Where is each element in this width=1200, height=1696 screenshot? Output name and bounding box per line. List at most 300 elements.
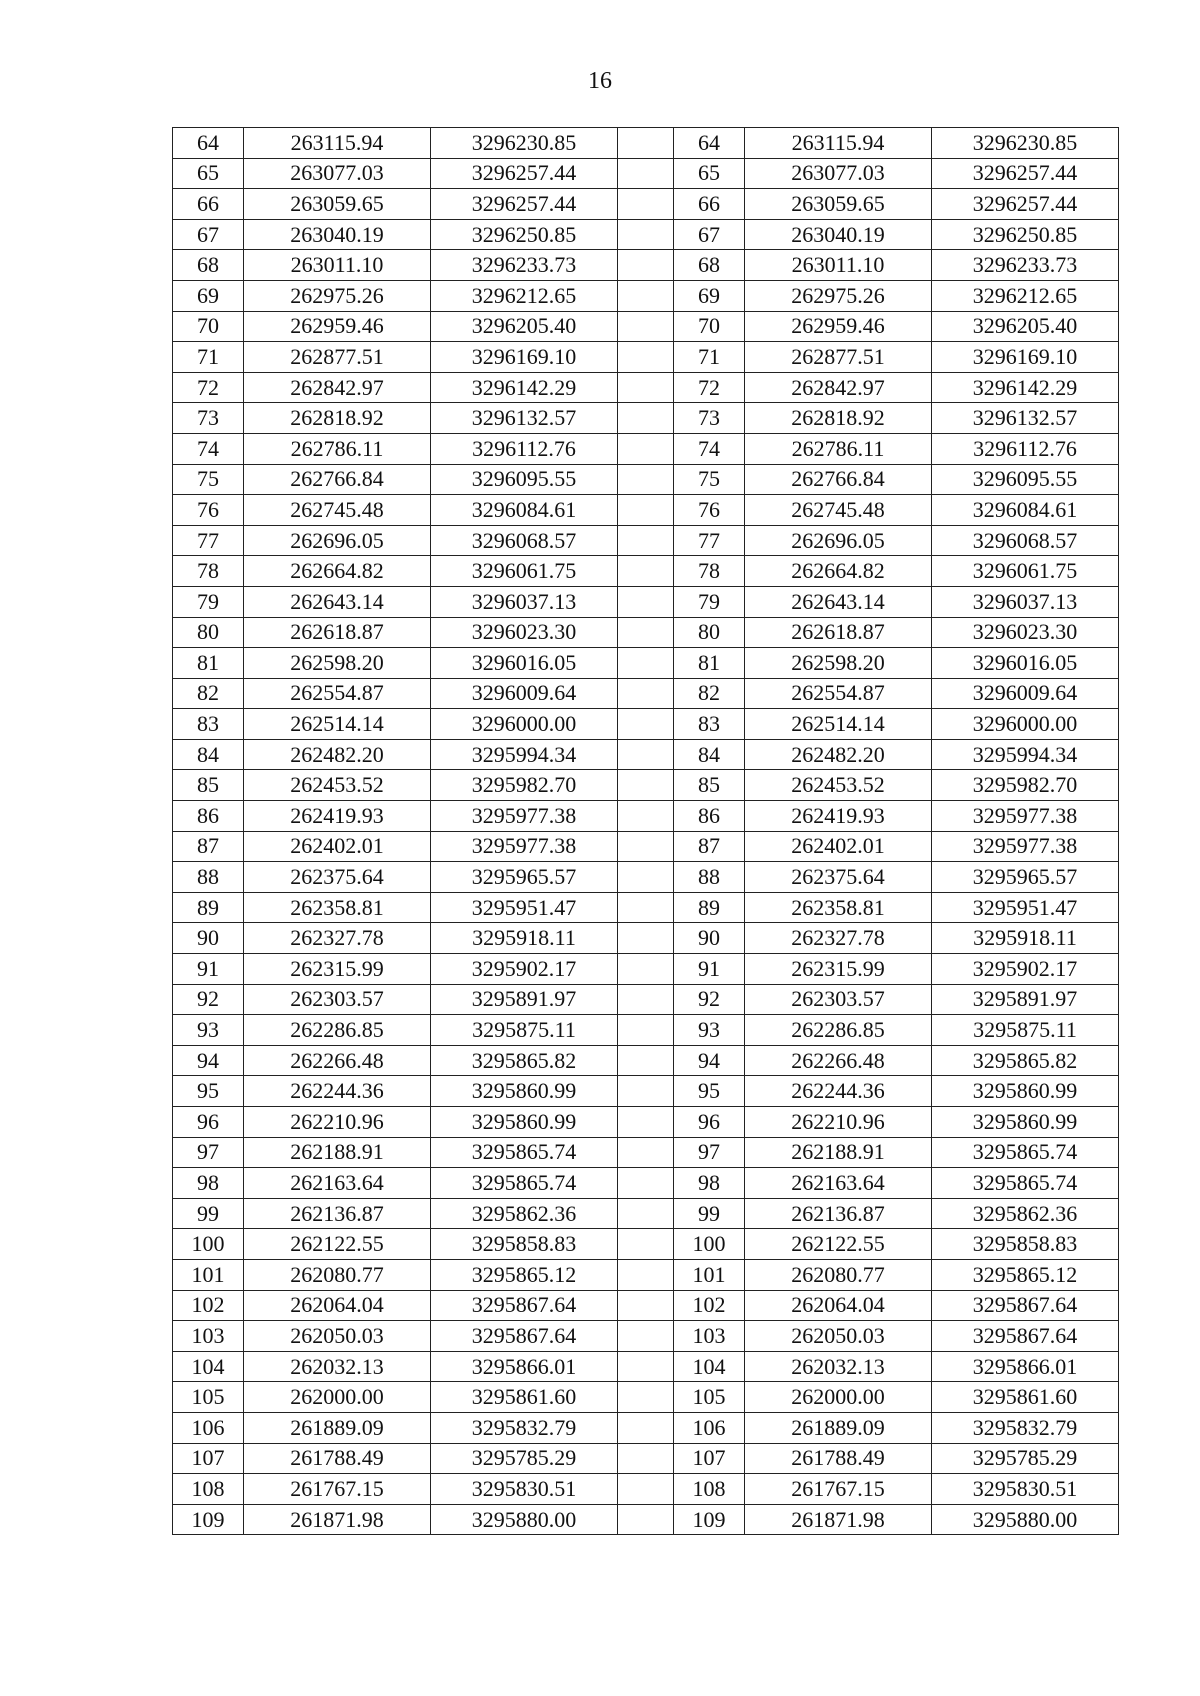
point-number-cell: 84: [173, 739, 244, 770]
x-coordinate-cell-right: 262959.46: [745, 311, 932, 342]
y-coordinate-cell-right: 3296142.29: [932, 372, 1119, 403]
y-coordinate-cell: 3296169.10: [431, 342, 618, 373]
y-coordinate-cell: 3295866.01: [431, 1351, 618, 1382]
table-row: [173, 1076, 1119, 1107]
y-coordinate-cell-right: 3295867.64: [932, 1290, 1119, 1321]
x-coordinate-cell: 261788.49: [244, 1443, 431, 1474]
point-number-cell: 83: [173, 709, 244, 740]
y-coordinate-cell: 3295858.83: [431, 1229, 618, 1260]
point-number-cell: 86: [173, 801, 244, 832]
table-row: [173, 464, 1119, 495]
point-number-cell: 75: [173, 464, 244, 495]
y-coordinate-cell: 3295977.38: [431, 801, 618, 832]
table-row: [173, 250, 1119, 281]
y-coordinate-cell: 3295994.34: [431, 739, 618, 770]
y-coordinate-cell: 3295861.60: [431, 1382, 618, 1413]
x-coordinate-cell: 262877.51: [244, 342, 431, 373]
point-number-cell-right: 100: [674, 1229, 745, 1260]
point-number-cell-right: 102: [674, 1290, 745, 1321]
point-number-cell-right: 71: [674, 342, 745, 373]
point-number-cell-right: 105: [674, 1382, 745, 1413]
separator-cell: [618, 128, 674, 159]
y-coordinate-cell-right: 3296000.00: [932, 709, 1119, 740]
point-number-cell-right: 70: [674, 311, 745, 342]
table-row: [173, 586, 1119, 617]
y-coordinate-cell-right: 3295860.99: [932, 1076, 1119, 1107]
x-coordinate-cell-right: 262818.92: [745, 403, 932, 434]
x-coordinate-cell: 262696.05: [244, 525, 431, 556]
x-coordinate-cell-right: 262358.81: [745, 892, 932, 923]
x-coordinate-cell: 263059.65: [244, 189, 431, 220]
separator-cell: [618, 923, 674, 954]
x-coordinate-cell: 262842.97: [244, 372, 431, 403]
x-coordinate-cell: 262032.13: [244, 1351, 431, 1382]
y-coordinate-cell: 3296000.00: [431, 709, 618, 740]
table-row: [173, 1229, 1119, 1260]
table-row: [173, 862, 1119, 893]
x-coordinate-cell: 262786.11: [244, 433, 431, 464]
table-row: [173, 801, 1119, 832]
y-coordinate-cell-right: 3295965.57: [932, 862, 1119, 893]
point-number-cell: 94: [173, 1045, 244, 1076]
coordinates-table: [172, 127, 1119, 1535]
table-row: [173, 770, 1119, 801]
x-coordinate-cell-right: 262050.03: [745, 1321, 932, 1352]
separator-cell: [618, 1321, 674, 1352]
point-number-cell-right: 76: [674, 495, 745, 526]
point-number-cell-right: 65: [674, 158, 745, 189]
y-coordinate-cell-right: 3295830.51: [932, 1474, 1119, 1505]
table-row: [173, 128, 1119, 159]
y-coordinate-cell-right: 3296169.10: [932, 342, 1119, 373]
y-coordinate-cell-right: 3295902.17: [932, 954, 1119, 985]
table-row: [173, 372, 1119, 403]
separator-cell: [618, 372, 674, 403]
x-coordinate-cell-right: 262975.26: [745, 280, 932, 311]
x-coordinate-cell-right: 262244.36: [745, 1076, 932, 1107]
x-coordinate-cell: 261889.09: [244, 1412, 431, 1443]
point-number-cell-right: 78: [674, 556, 745, 587]
y-coordinate-cell-right: 3295880.00: [932, 1504, 1119, 1535]
x-coordinate-cell-right: 261767.15: [745, 1474, 932, 1505]
point-number-cell-right: 88: [674, 862, 745, 893]
y-coordinate-cell: 3295951.47: [431, 892, 618, 923]
x-coordinate-cell-right: 262122.55: [745, 1229, 932, 1260]
x-coordinate-cell: 262303.57: [244, 984, 431, 1015]
separator-cell: [618, 1290, 674, 1321]
y-coordinate-cell: 3295918.11: [431, 923, 618, 954]
separator-cell: [618, 280, 674, 311]
table-row: [173, 1045, 1119, 1076]
x-coordinate-cell-right: 262554.87: [745, 678, 932, 709]
x-coordinate-cell: 262050.03: [244, 1321, 431, 1352]
point-number-cell-right: 81: [674, 648, 745, 679]
y-coordinate-cell: 3295867.64: [431, 1290, 618, 1321]
x-coordinate-cell: 263115.94: [244, 128, 431, 159]
separator-cell: [618, 862, 674, 893]
x-coordinate-cell: 262818.92: [244, 403, 431, 434]
point-number-cell-right: 83: [674, 709, 745, 740]
x-coordinate-cell: 262598.20: [244, 648, 431, 679]
point-number-cell-right: 85: [674, 770, 745, 801]
point-number-cell-right: 74: [674, 433, 745, 464]
y-coordinate-cell: 3296068.57: [431, 525, 618, 556]
table-row: [173, 189, 1119, 220]
x-coordinate-cell-right: 263077.03: [745, 158, 932, 189]
separator-cell: [618, 1076, 674, 1107]
x-coordinate-cell-right: 262766.84: [745, 464, 932, 495]
separator-cell: [618, 1443, 674, 1474]
table-row: [173, 311, 1119, 342]
point-number-cell: 92: [173, 984, 244, 1015]
table-row: [173, 1443, 1119, 1474]
table-row: [173, 403, 1119, 434]
point-number-cell-right: 66: [674, 189, 745, 220]
y-coordinate-cell-right: 3296084.61: [932, 495, 1119, 526]
x-coordinate-cell-right: 262000.00: [745, 1382, 932, 1413]
y-coordinate-cell: 3296257.44: [431, 158, 618, 189]
separator-cell: [618, 648, 674, 679]
point-number-cell: 69: [173, 280, 244, 311]
point-number-cell-right: 80: [674, 617, 745, 648]
separator-cell: [618, 219, 674, 250]
point-number-cell-right: 99: [674, 1198, 745, 1229]
y-coordinate-cell-right: 3295994.34: [932, 739, 1119, 770]
point-number-cell-right: 94: [674, 1045, 745, 1076]
y-coordinate-cell: 3295902.17: [431, 954, 618, 985]
point-number-cell-right: 107: [674, 1443, 745, 1474]
point-number-cell: 91: [173, 954, 244, 985]
point-number-cell-right: 104: [674, 1351, 745, 1382]
x-coordinate-cell: 262210.96: [244, 1107, 431, 1138]
y-coordinate-cell: 3296233.73: [431, 250, 618, 281]
separator-cell: [618, 250, 674, 281]
point-number-cell-right: 84: [674, 739, 745, 770]
y-coordinate-cell-right: 3296112.76: [932, 433, 1119, 464]
y-coordinate-cell-right: 3296023.30: [932, 617, 1119, 648]
point-number-cell-right: 101: [674, 1259, 745, 1290]
table-row: [173, 1382, 1119, 1413]
x-coordinate-cell-right: 262745.48: [745, 495, 932, 526]
x-coordinate-cell: 262514.14: [244, 709, 431, 740]
point-number-cell: 100: [173, 1229, 244, 1260]
table-row: [173, 831, 1119, 862]
y-coordinate-cell-right: 3295951.47: [932, 892, 1119, 923]
y-coordinate-cell-right: 3295977.38: [932, 801, 1119, 832]
x-coordinate-cell: 262375.64: [244, 862, 431, 893]
x-coordinate-cell: 262745.48: [244, 495, 431, 526]
point-number-cell: 95: [173, 1076, 244, 1107]
y-coordinate-cell: 3295785.29: [431, 1443, 618, 1474]
x-coordinate-cell: 262163.64: [244, 1168, 431, 1199]
y-coordinate-cell-right: 3295865.12: [932, 1259, 1119, 1290]
point-number-cell: 106: [173, 1412, 244, 1443]
point-number-cell: 65: [173, 158, 244, 189]
point-number-cell-right: 92: [674, 984, 745, 1015]
x-coordinate-cell: 262315.99: [244, 954, 431, 985]
separator-cell: [618, 1107, 674, 1138]
point-number-cell: 104: [173, 1351, 244, 1382]
point-number-cell-right: 72: [674, 372, 745, 403]
y-coordinate-cell-right: 3295866.01: [932, 1351, 1119, 1382]
x-coordinate-cell: 262959.46: [244, 311, 431, 342]
y-coordinate-cell: 3295832.79: [431, 1412, 618, 1443]
separator-cell: [618, 342, 674, 373]
table-row: [173, 923, 1119, 954]
y-coordinate-cell-right: 3295832.79: [932, 1412, 1119, 1443]
x-coordinate-cell: 262286.85: [244, 1015, 431, 1046]
point-number-cell-right: 82: [674, 678, 745, 709]
x-coordinate-cell: 261871.98: [244, 1504, 431, 1535]
point-number-cell-right: 108: [674, 1474, 745, 1505]
coordinates-table-body: [173, 128, 1119, 1535]
separator-cell: [618, 1137, 674, 1168]
point-number-cell-right: 93: [674, 1015, 745, 1046]
point-number-cell: 103: [173, 1321, 244, 1352]
table-row: [173, 280, 1119, 311]
x-coordinate-cell-right: 261871.98: [745, 1504, 932, 1535]
x-coordinate-cell: 262358.81: [244, 892, 431, 923]
separator-cell: [618, 831, 674, 862]
y-coordinate-cell-right: 3296212.65: [932, 280, 1119, 311]
separator-cell: [618, 464, 674, 495]
point-number-cell: 98: [173, 1168, 244, 1199]
point-number-cell-right: 75: [674, 464, 745, 495]
separator-cell: [618, 617, 674, 648]
x-coordinate-cell: 262975.26: [244, 280, 431, 311]
point-number-cell-right: 68: [674, 250, 745, 281]
separator-cell: [618, 1504, 674, 1535]
separator-cell: [618, 801, 674, 832]
x-coordinate-cell-right: 263011.10: [745, 250, 932, 281]
point-number-cell-right: 97: [674, 1137, 745, 1168]
point-number-cell: 64: [173, 128, 244, 159]
y-coordinate-cell-right: 3295861.60: [932, 1382, 1119, 1413]
y-coordinate-cell-right: 3295982.70: [932, 770, 1119, 801]
x-coordinate-cell-right: 262482.20: [745, 739, 932, 770]
x-coordinate-cell-right: 262136.87: [745, 1198, 932, 1229]
point-number-cell: 78: [173, 556, 244, 587]
separator-cell: [618, 1229, 674, 1260]
table-row: [173, 1198, 1119, 1229]
y-coordinate-cell: 3296230.85: [431, 128, 618, 159]
y-coordinate-cell: 3295875.11: [431, 1015, 618, 1046]
point-number-cell: 71: [173, 342, 244, 373]
table-row: [173, 1015, 1119, 1046]
table-row: [173, 1168, 1119, 1199]
y-coordinate-cell-right: 3295858.83: [932, 1229, 1119, 1260]
point-number-cell-right: 73: [674, 403, 745, 434]
point-number-cell: 77: [173, 525, 244, 556]
x-coordinate-cell: 262000.00: [244, 1382, 431, 1413]
table-row: [173, 1259, 1119, 1290]
y-coordinate-cell-right: 3296250.85: [932, 219, 1119, 250]
y-coordinate-cell-right: 3295865.74: [932, 1137, 1119, 1168]
x-coordinate-cell: 262664.82: [244, 556, 431, 587]
point-number-cell: 89: [173, 892, 244, 923]
y-coordinate-cell: 3296095.55: [431, 464, 618, 495]
table-row: [173, 1504, 1119, 1535]
y-coordinate-cell: 3296112.76: [431, 433, 618, 464]
point-number-cell: 102: [173, 1290, 244, 1321]
y-coordinate-cell-right: 3295891.97: [932, 984, 1119, 1015]
y-coordinate-cell-right: 3296061.75: [932, 556, 1119, 587]
x-coordinate-cell: 262618.87: [244, 617, 431, 648]
separator-cell: [618, 1045, 674, 1076]
x-coordinate-cell-right: 262315.99: [745, 954, 932, 985]
separator-cell: [618, 892, 674, 923]
separator-cell: [618, 158, 674, 189]
table-row: [173, 1107, 1119, 1138]
point-number-cell: 79: [173, 586, 244, 617]
x-coordinate-cell: 262122.55: [244, 1229, 431, 1260]
x-coordinate-cell: 262482.20: [244, 739, 431, 770]
point-number-cell: 74: [173, 433, 244, 464]
y-coordinate-cell: 3295865.12: [431, 1259, 618, 1290]
y-coordinate-cell: 3296142.29: [431, 372, 618, 403]
table-row: [173, 342, 1119, 373]
separator-cell: [618, 739, 674, 770]
separator-cell: [618, 709, 674, 740]
point-number-cell: 105: [173, 1382, 244, 1413]
y-coordinate-cell: 3295977.38: [431, 831, 618, 862]
x-coordinate-cell-right: 262080.77: [745, 1259, 932, 1290]
point-number-cell: 67: [173, 219, 244, 250]
point-number-cell-right: 86: [674, 801, 745, 832]
y-coordinate-cell-right: 3296009.64: [932, 678, 1119, 709]
point-number-cell-right: 90: [674, 923, 745, 954]
y-coordinate-cell: 3296205.40: [431, 311, 618, 342]
point-number-cell: 85: [173, 770, 244, 801]
y-coordinate-cell: 3295862.36: [431, 1198, 618, 1229]
table-row: [173, 709, 1119, 740]
x-coordinate-cell-right: 262643.14: [745, 586, 932, 617]
x-coordinate-cell: 262244.36: [244, 1076, 431, 1107]
table-row: [173, 739, 1119, 770]
separator-cell: [618, 1015, 674, 1046]
table-row: [173, 1412, 1119, 1443]
y-coordinate-cell: 3295965.57: [431, 862, 618, 893]
point-number-cell-right: 89: [674, 892, 745, 923]
point-number-cell: 93: [173, 1015, 244, 1046]
y-coordinate-cell-right: 3295865.74: [932, 1168, 1119, 1199]
x-coordinate-cell-right: 261788.49: [745, 1443, 932, 1474]
point-number-cell-right: 64: [674, 128, 745, 159]
y-coordinate-cell: 3296132.57: [431, 403, 618, 434]
y-coordinate-cell: 3295982.70: [431, 770, 618, 801]
separator-cell: [618, 433, 674, 464]
y-coordinate-cell: 3295865.82: [431, 1045, 618, 1076]
y-coordinate-cell: 3295880.00: [431, 1504, 618, 1535]
y-coordinate-cell-right: 3295875.11: [932, 1015, 1119, 1046]
point-number-cell: 108: [173, 1474, 244, 1505]
y-coordinate-cell-right: 3296132.57: [932, 403, 1119, 434]
x-coordinate-cell-right: 262419.93: [745, 801, 932, 832]
y-coordinate-cell: 3295891.97: [431, 984, 618, 1015]
x-coordinate-cell-right: 262664.82: [745, 556, 932, 587]
y-coordinate-cell-right: 3296257.44: [932, 158, 1119, 189]
point-number-cell: 107: [173, 1443, 244, 1474]
point-number-cell: 68: [173, 250, 244, 281]
separator-cell: [618, 1168, 674, 1199]
point-number-cell: 72: [173, 372, 244, 403]
separator-cell: [618, 311, 674, 342]
x-coordinate-cell-right: 263115.94: [745, 128, 932, 159]
x-coordinate-cell-right: 262327.78: [745, 923, 932, 954]
x-coordinate-cell-right: 262877.51: [745, 342, 932, 373]
y-coordinate-cell-right: 3295918.11: [932, 923, 1119, 954]
point-number-cell: 101: [173, 1259, 244, 1290]
x-coordinate-cell: 262266.48: [244, 1045, 431, 1076]
table-row: [173, 1351, 1119, 1382]
point-number-cell: 82: [173, 678, 244, 709]
x-coordinate-cell: 262554.87: [244, 678, 431, 709]
y-coordinate-cell: 3295830.51: [431, 1474, 618, 1505]
table-row: [173, 1321, 1119, 1352]
table-row: [173, 648, 1119, 679]
table-row: [173, 495, 1119, 526]
x-coordinate-cell-right: 262842.97: [745, 372, 932, 403]
point-number-cell-right: 91: [674, 954, 745, 985]
x-coordinate-cell: 263040.19: [244, 219, 431, 250]
x-coordinate-cell-right: 262453.52: [745, 770, 932, 801]
point-number-cell: 73: [173, 403, 244, 434]
point-number-cell: 97: [173, 1137, 244, 1168]
separator-cell: [618, 1382, 674, 1413]
x-coordinate-cell: 262327.78: [244, 923, 431, 954]
y-coordinate-cell-right: 3295860.99: [932, 1107, 1119, 1138]
point-number-cell: 88: [173, 862, 244, 893]
y-coordinate-cell: 3296016.05: [431, 648, 618, 679]
table-row: [173, 678, 1119, 709]
point-number-cell-right: 77: [674, 525, 745, 556]
y-coordinate-cell: 3295865.74: [431, 1168, 618, 1199]
table-row: [173, 556, 1119, 587]
x-coordinate-cell-right: 262163.64: [745, 1168, 932, 1199]
x-coordinate-cell-right: 262598.20: [745, 648, 932, 679]
y-coordinate-cell: 3295867.64: [431, 1321, 618, 1352]
table-row: [173, 158, 1119, 189]
x-coordinate-cell: 262766.84: [244, 464, 431, 495]
point-number-cell-right: 95: [674, 1076, 745, 1107]
x-coordinate-cell-right: 262514.14: [745, 709, 932, 740]
point-number-cell: 80: [173, 617, 244, 648]
point-number-cell-right: 96: [674, 1107, 745, 1138]
x-coordinate-cell: 262080.77: [244, 1259, 431, 1290]
table-row: [173, 984, 1119, 1015]
page-number: 16: [588, 68, 612, 94]
y-coordinate-cell: 3296084.61: [431, 495, 618, 526]
table-row: [173, 433, 1119, 464]
y-coordinate-cell: 3296250.85: [431, 219, 618, 250]
y-coordinate-cell: 3295860.99: [431, 1107, 618, 1138]
y-coordinate-cell-right: 3296230.85: [932, 128, 1119, 159]
point-number-cell-right: 103: [674, 1321, 745, 1352]
y-coordinate-cell-right: 3296016.05: [932, 648, 1119, 679]
y-coordinate-cell-right: 3295865.82: [932, 1045, 1119, 1076]
y-coordinate-cell: 3296212.65: [431, 280, 618, 311]
y-coordinate-cell: 3296257.44: [431, 189, 618, 220]
table-row: [173, 1474, 1119, 1505]
table-row: [173, 892, 1119, 923]
x-coordinate-cell: 263077.03: [244, 158, 431, 189]
table-row: [173, 1290, 1119, 1321]
point-number-cell: 76: [173, 495, 244, 526]
separator-cell: [618, 984, 674, 1015]
x-coordinate-cell-right: 262303.57: [745, 984, 932, 1015]
y-coordinate-cell-right: 3295977.38: [932, 831, 1119, 862]
separator-cell: [618, 586, 674, 617]
